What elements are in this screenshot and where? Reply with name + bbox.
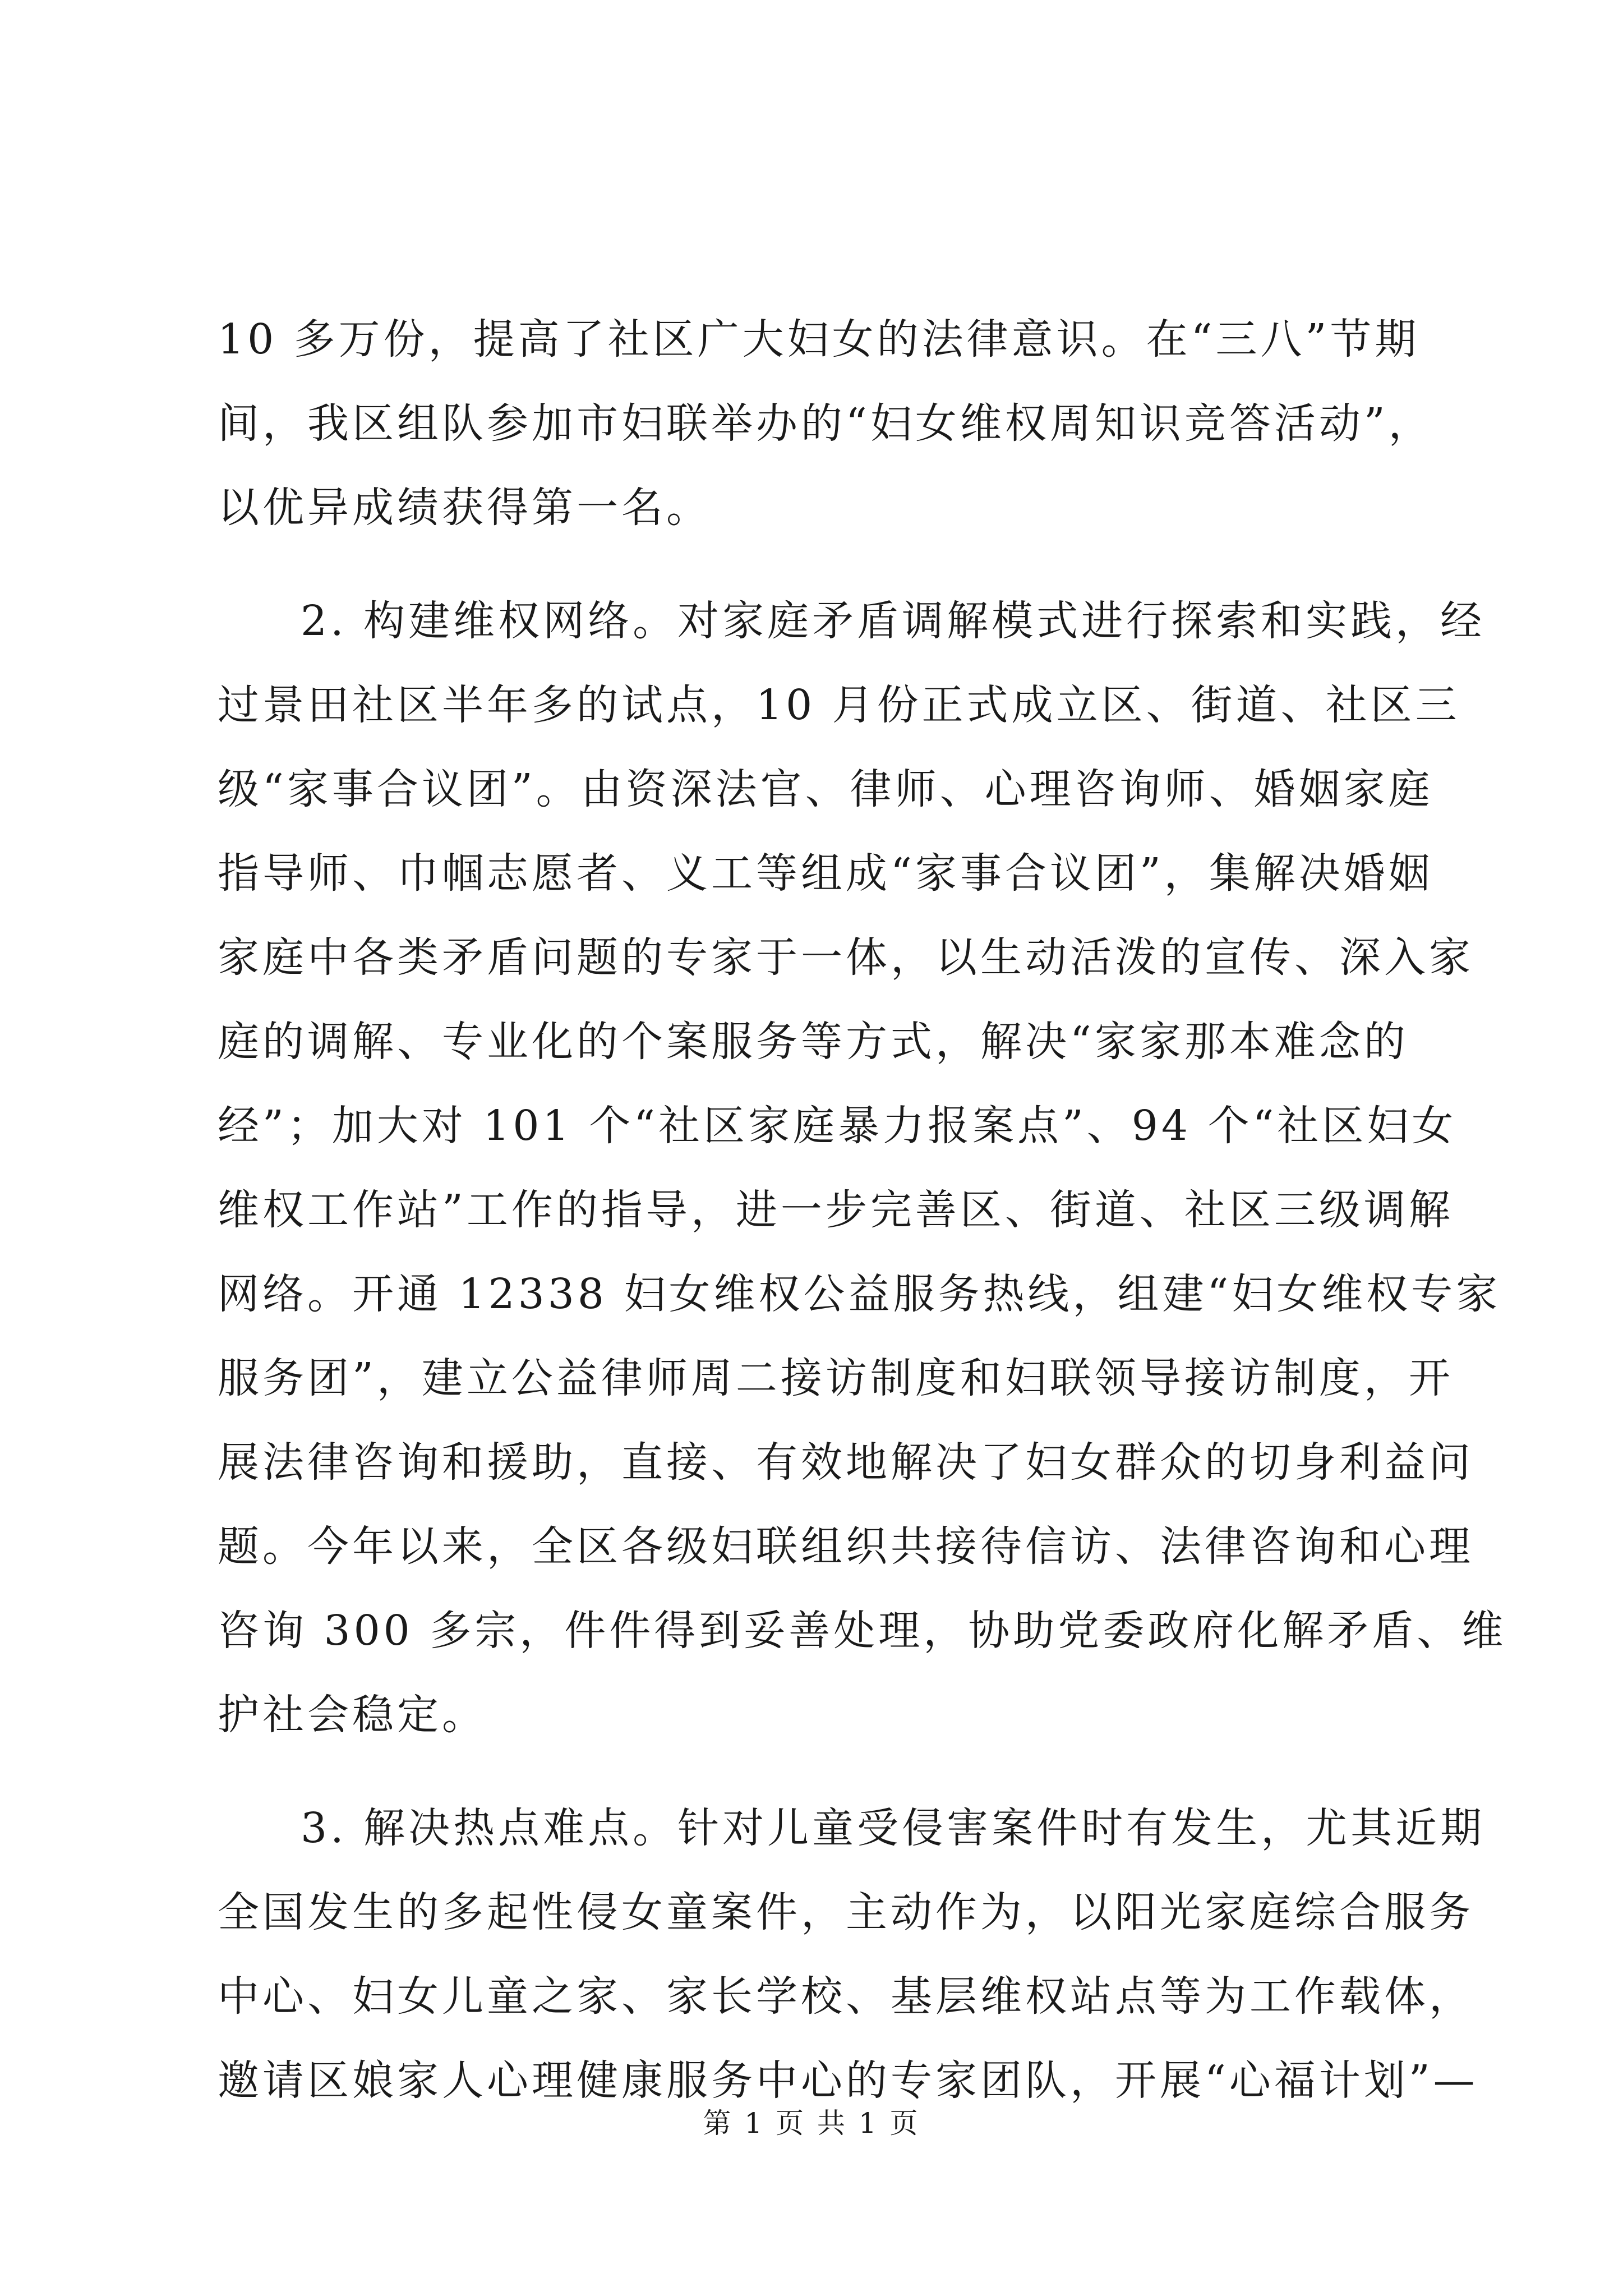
text-line: 维权工作站”工作的指导，进一步完善区、街道、社区三级调解 [218, 1186, 1454, 1234]
text-line: 庭的调解、专业化的个案服务等方式，解决“家家那本难念的 [218, 1018, 1409, 1066]
text-line: 题。今年以来，全区各级妇联组织共接待信访、法律咨询和心理 [218, 1522, 1474, 1571]
body-text [218, 297, 1507, 2123]
text-line: 级“家事合议团”。由资深法官、律师、心理咨询师、婚姻家庭 [218, 765, 1433, 813]
text-line: 全国发生的多起性侵女童案件，主动作为，以阳光家庭综合服务 [218, 1888, 1474, 1936]
text-line: 间，我区组队参加市妇联举办的“妇女维权周知识竞答活动”， [218, 399, 1433, 448]
text-line: 家庭中各类矛盾问题的专家于一体，以生动活泼的宣传、深入家 [218, 933, 1474, 982]
paragraph-heading-line: 3. 解决热点难点。针对儿童受侵害案件时有发生，尤其近期 [301, 1804, 1486, 1852]
text-line: 咨询 300 多宗，件件得到妥善处理，协助党委政府化解矛盾、维 [218, 1607, 1507, 1655]
text-line: 经”；加大对 101 个“社区家庭暴力报案点”、94 个“社区妇女 [218, 1102, 1457, 1150]
text-line: 10 多万份，提高了社区广大妇女的法律意识。在“三八”节期 [218, 315, 1420, 364]
text-line: 中心、妇女儿童之家、家长学校、基层维权站点等为工作载体， [218, 1972, 1474, 2021]
page-number-label: 第 1 页 共 1 页 [703, 2107, 920, 2139]
text-line: 邀请区娘家人心理健康服务中心的专家团队，开展“心福计划”— [218, 2056, 1478, 2105]
text-line: 指导师、巾帼志愿者、义工等组成“家事合议团”，集解决婚姻 [218, 849, 1433, 898]
paragraph-heading-line: 2. 构建维权网络。对家庭矛盾调解模式进行探索和实践，经 [301, 597, 1486, 645]
text-line: 网络。开通 12338 妇女维权公益服务热线，组建“妇女维权专家 [218, 1270, 1501, 1318]
text-line: 过景田社区半年多的试点，10 月份正式成立区、街道、社区三 [218, 681, 1460, 729]
page-footer [0, 2101, 1623, 2141]
text-line: 展法律咨询和援助，直接、有效地解决了妇女群众的切身利益问 [218, 1438, 1474, 1487]
text-line: 以优异成绩获得第一名。 [218, 484, 711, 532]
text-line: 护社会稳定。 [218, 1691, 487, 1739]
text-line: 服务团”，建立公益律师周二接访制度和妇联领导接访制度，开 [218, 1354, 1454, 1402]
